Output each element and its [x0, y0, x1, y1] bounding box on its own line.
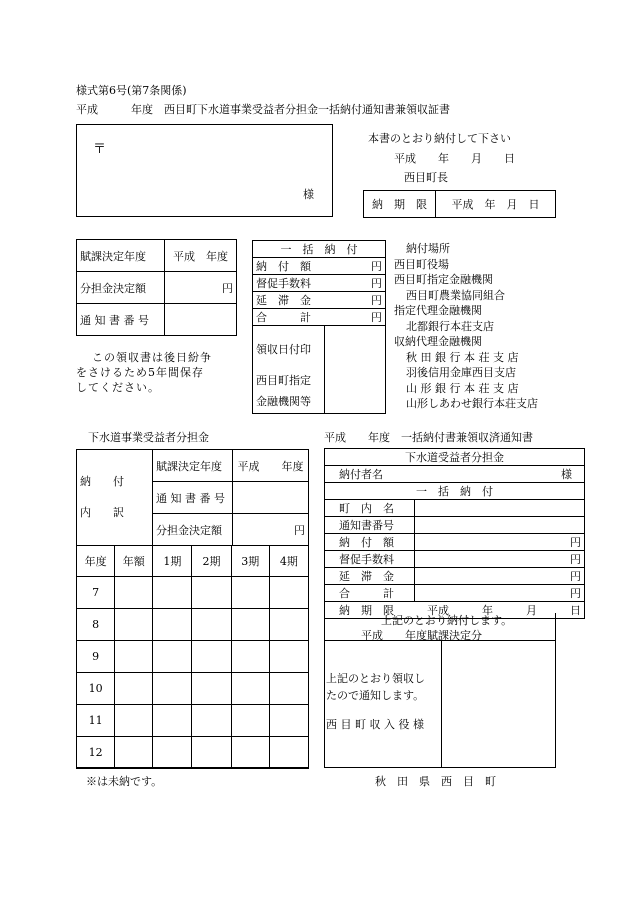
payment-place-line: 収納代理金融機関 [394, 335, 482, 348]
receipt-confirm: 上記のとおり納付します。 [381, 614, 513, 627]
payment-place-line: 西目町指定金融機関 [394, 273, 493, 286]
grid-cell [192, 641, 231, 673]
receipt-category: 下水道受益者分担金 [325, 449, 585, 466]
payment-row-unit: 円 [371, 260, 382, 273]
grid-year-cell: 8 [77, 609, 115, 641]
receipt-stamp-area [441, 640, 442, 767]
payment-place-line: 北都銀行本荘支店 [406, 319, 494, 333]
inst-info-label: 賦課決定年度 [153, 450, 233, 482]
grid-cell [231, 609, 269, 641]
address-honorific: 様 [303, 188, 314, 201]
grid-column-header: 年度 [77, 546, 115, 577]
payment-place-line: 西目町役場 [394, 257, 449, 271]
grid-cell [153, 609, 192, 641]
bank-label-1: 西目町指定 [256, 373, 311, 387]
receipt-text-1: 上記のとおり領収し [326, 672, 425, 685]
grid-column-header: 2期 [192, 546, 231, 577]
payment-row-unit: 円 [371, 294, 382, 307]
grid-column-header: 年額 [115, 546, 153, 577]
receipt-row-value [415, 500, 585, 517]
grid-cell [231, 673, 269, 705]
payment-row-label: 督促手数料 [256, 277, 311, 290]
table-row [77, 737, 309, 769]
grid-cell [153, 737, 192, 769]
grid-column-header: 1期 [153, 546, 192, 577]
grid-cell [269, 641, 308, 673]
stamp-area [325, 326, 386, 414]
receipt-header: 一 括 納 付 [325, 483, 585, 500]
left-info-table [76, 239, 237, 336]
grid-cell [115, 641, 153, 673]
bank-label-2: 金融機関等 [256, 394, 311, 408]
stamp-label: 領収日付印 [256, 343, 311, 356]
footnote: ※は未納です。 [86, 775, 163, 788]
receipt-row-value: 円 [415, 534, 585, 551]
payment-row-label: 合 計 [256, 311, 311, 324]
inst-info-label: 分担金決定額 [153, 514, 233, 546]
grid-cell [231, 737, 269, 769]
receipt-lower-box [324, 613, 556, 768]
grid-column-header: 4期 [269, 546, 308, 577]
payment-row-unit: 円 [371, 311, 382, 324]
payment-place-line: 羽後信用金庫西目支店 [406, 366, 516, 379]
inst-info-value: 円 [233, 514, 309, 546]
deadline-value: 平成 年 月 日 [436, 191, 556, 218]
grid-cell [231, 577, 269, 609]
receipt-table [324, 448, 585, 619]
payment-row-unit: 円 [371, 277, 382, 290]
receipt-row-value [415, 517, 585, 534]
payment-place-line: 西目町農業協同組合 [406, 288, 505, 302]
payment-place-line: 秋 田 銀 行 本 荘 支 店 [406, 350, 519, 364]
table-row [77, 705, 309, 737]
receipt-text-2: たので通知します。 [326, 689, 425, 702]
address-box [76, 124, 333, 217]
document-title: 平成 年度 西目町下水道事業受益者分担金一括納付通知書兼領収証書 [76, 103, 450, 116]
info-label: 通 知 書 番 号 [77, 304, 165, 336]
receipt-row-value: 円 [415, 585, 585, 602]
retention-note-1: この領収書は後日紛争 [92, 351, 212, 364]
grid-cell [192, 737, 231, 769]
grid-cell [192, 577, 231, 609]
payment-header: 一 括 納 付 [253, 241, 386, 258]
footer-org: 秋 田 県 西 目 町 [375, 775, 496, 788]
receipt-row-value: 円 [415, 551, 585, 568]
deadline-table [363, 190, 556, 218]
payment-place-line: 山形しあわせ銀行本荘支店 [406, 397, 538, 410]
grid-year-cell: 12 [77, 737, 115, 769]
receipt-row-label: 通知書番号 [325, 517, 415, 534]
receipt-row-label: 延 滞 金 [325, 568, 415, 585]
installment-heading: 下水道事業受益者分担金 [88, 431, 209, 444]
form-number: 様式第6号(第7条関係) [76, 84, 187, 97]
info-label: 分担金決定額 [77, 272, 165, 304]
side-label-payment: 納 付 [80, 475, 124, 488]
grid-cell [231, 641, 269, 673]
grid-year-cell: 7 [77, 577, 115, 609]
grid-cell [115, 737, 153, 769]
info-value [165, 304, 237, 336]
grid-cell [153, 673, 192, 705]
inst-info-label: 通 知 書 番 号 [153, 482, 233, 514]
receipt-row-label: 合 計 [325, 585, 415, 602]
grid-year-cell: 9 [77, 641, 115, 673]
info-value: 円 [165, 272, 237, 304]
receipt-assessed: 平成 年度賦課決定分 [361, 629, 482, 642]
notice-message: 本書のとおり納付して下さい [368, 132, 511, 145]
grid-cell [269, 737, 308, 769]
payment-places-heading: 納付場所 [406, 242, 450, 255]
payer-honorific: 様 [561, 468, 572, 481]
receipt-row-label: 納 付 額 [325, 534, 415, 551]
notice-date: 平成 年 月 日 [394, 152, 515, 165]
table-row [77, 609, 309, 641]
info-label: 賦課決定年度 [77, 240, 165, 272]
retention-note-3: してください。 [76, 381, 160, 394]
treasurer: 西 目 町 収 入 役 様 [326, 718, 424, 731]
table-row [77, 641, 309, 673]
payment-row-label: 納 付 額 [256, 260, 311, 273]
installment-grid [76, 545, 309, 769]
grid-cell [269, 609, 308, 641]
grid-cell [115, 705, 153, 737]
receipt-row-value: 円 [415, 568, 585, 585]
grid-cell [115, 609, 153, 641]
side-label-breakdown: 内 訳 [80, 506, 124, 519]
grid-cell [231, 705, 269, 737]
grid-cell [115, 673, 153, 705]
grid-cell [192, 609, 231, 641]
grid-column-header: 3期 [231, 546, 269, 577]
inst-info-value [233, 482, 309, 514]
payment-place-line: 山 形 銀 行 本 荘 支 店 [406, 381, 519, 395]
table-row [77, 673, 309, 705]
inst-info-value: 平成 年度 [233, 450, 309, 482]
notice-issuer: 西目町長 [404, 171, 448, 184]
grid-cell [153, 577, 192, 609]
installment-info-table [152, 449, 309, 546]
grid-year-cell: 11 [77, 705, 115, 737]
payment-table [252, 240, 386, 414]
grid-cell [153, 641, 192, 673]
payment-place-line: 指定代理金融機関 [394, 304, 482, 317]
grid-cell [192, 673, 231, 705]
grid-cell [115, 577, 153, 609]
postal-mark: 〒 [93, 142, 107, 157]
info-value: 平成 年度 [165, 240, 237, 272]
payer-label: 納付者名 [339, 468, 383, 481]
payment-row-label: 延 滞 金 [256, 294, 311, 307]
grid-cell [269, 705, 308, 737]
grid-cell [269, 577, 308, 609]
receipt-deadline: 納 期 限 平成 年 月 日 [325, 602, 585, 619]
receipt-title: 平成 年度 一括納付書兼領収済通知書 [324, 431, 533, 444]
payment-places [394, 241, 538, 412]
receipt-row-label: 督促手数料 [325, 551, 415, 568]
grid-cell [192, 705, 231, 737]
retention-note-2: をさけるため5年間保存 [76, 366, 204, 379]
receipt-row-label: 町 内 名 [325, 500, 415, 517]
grid-cell [269, 673, 308, 705]
grid-cell [153, 705, 192, 737]
grid-year-cell: 10 [77, 673, 115, 705]
table-row [77, 577, 309, 609]
deadline-label: 納 期 限 [364, 191, 436, 218]
